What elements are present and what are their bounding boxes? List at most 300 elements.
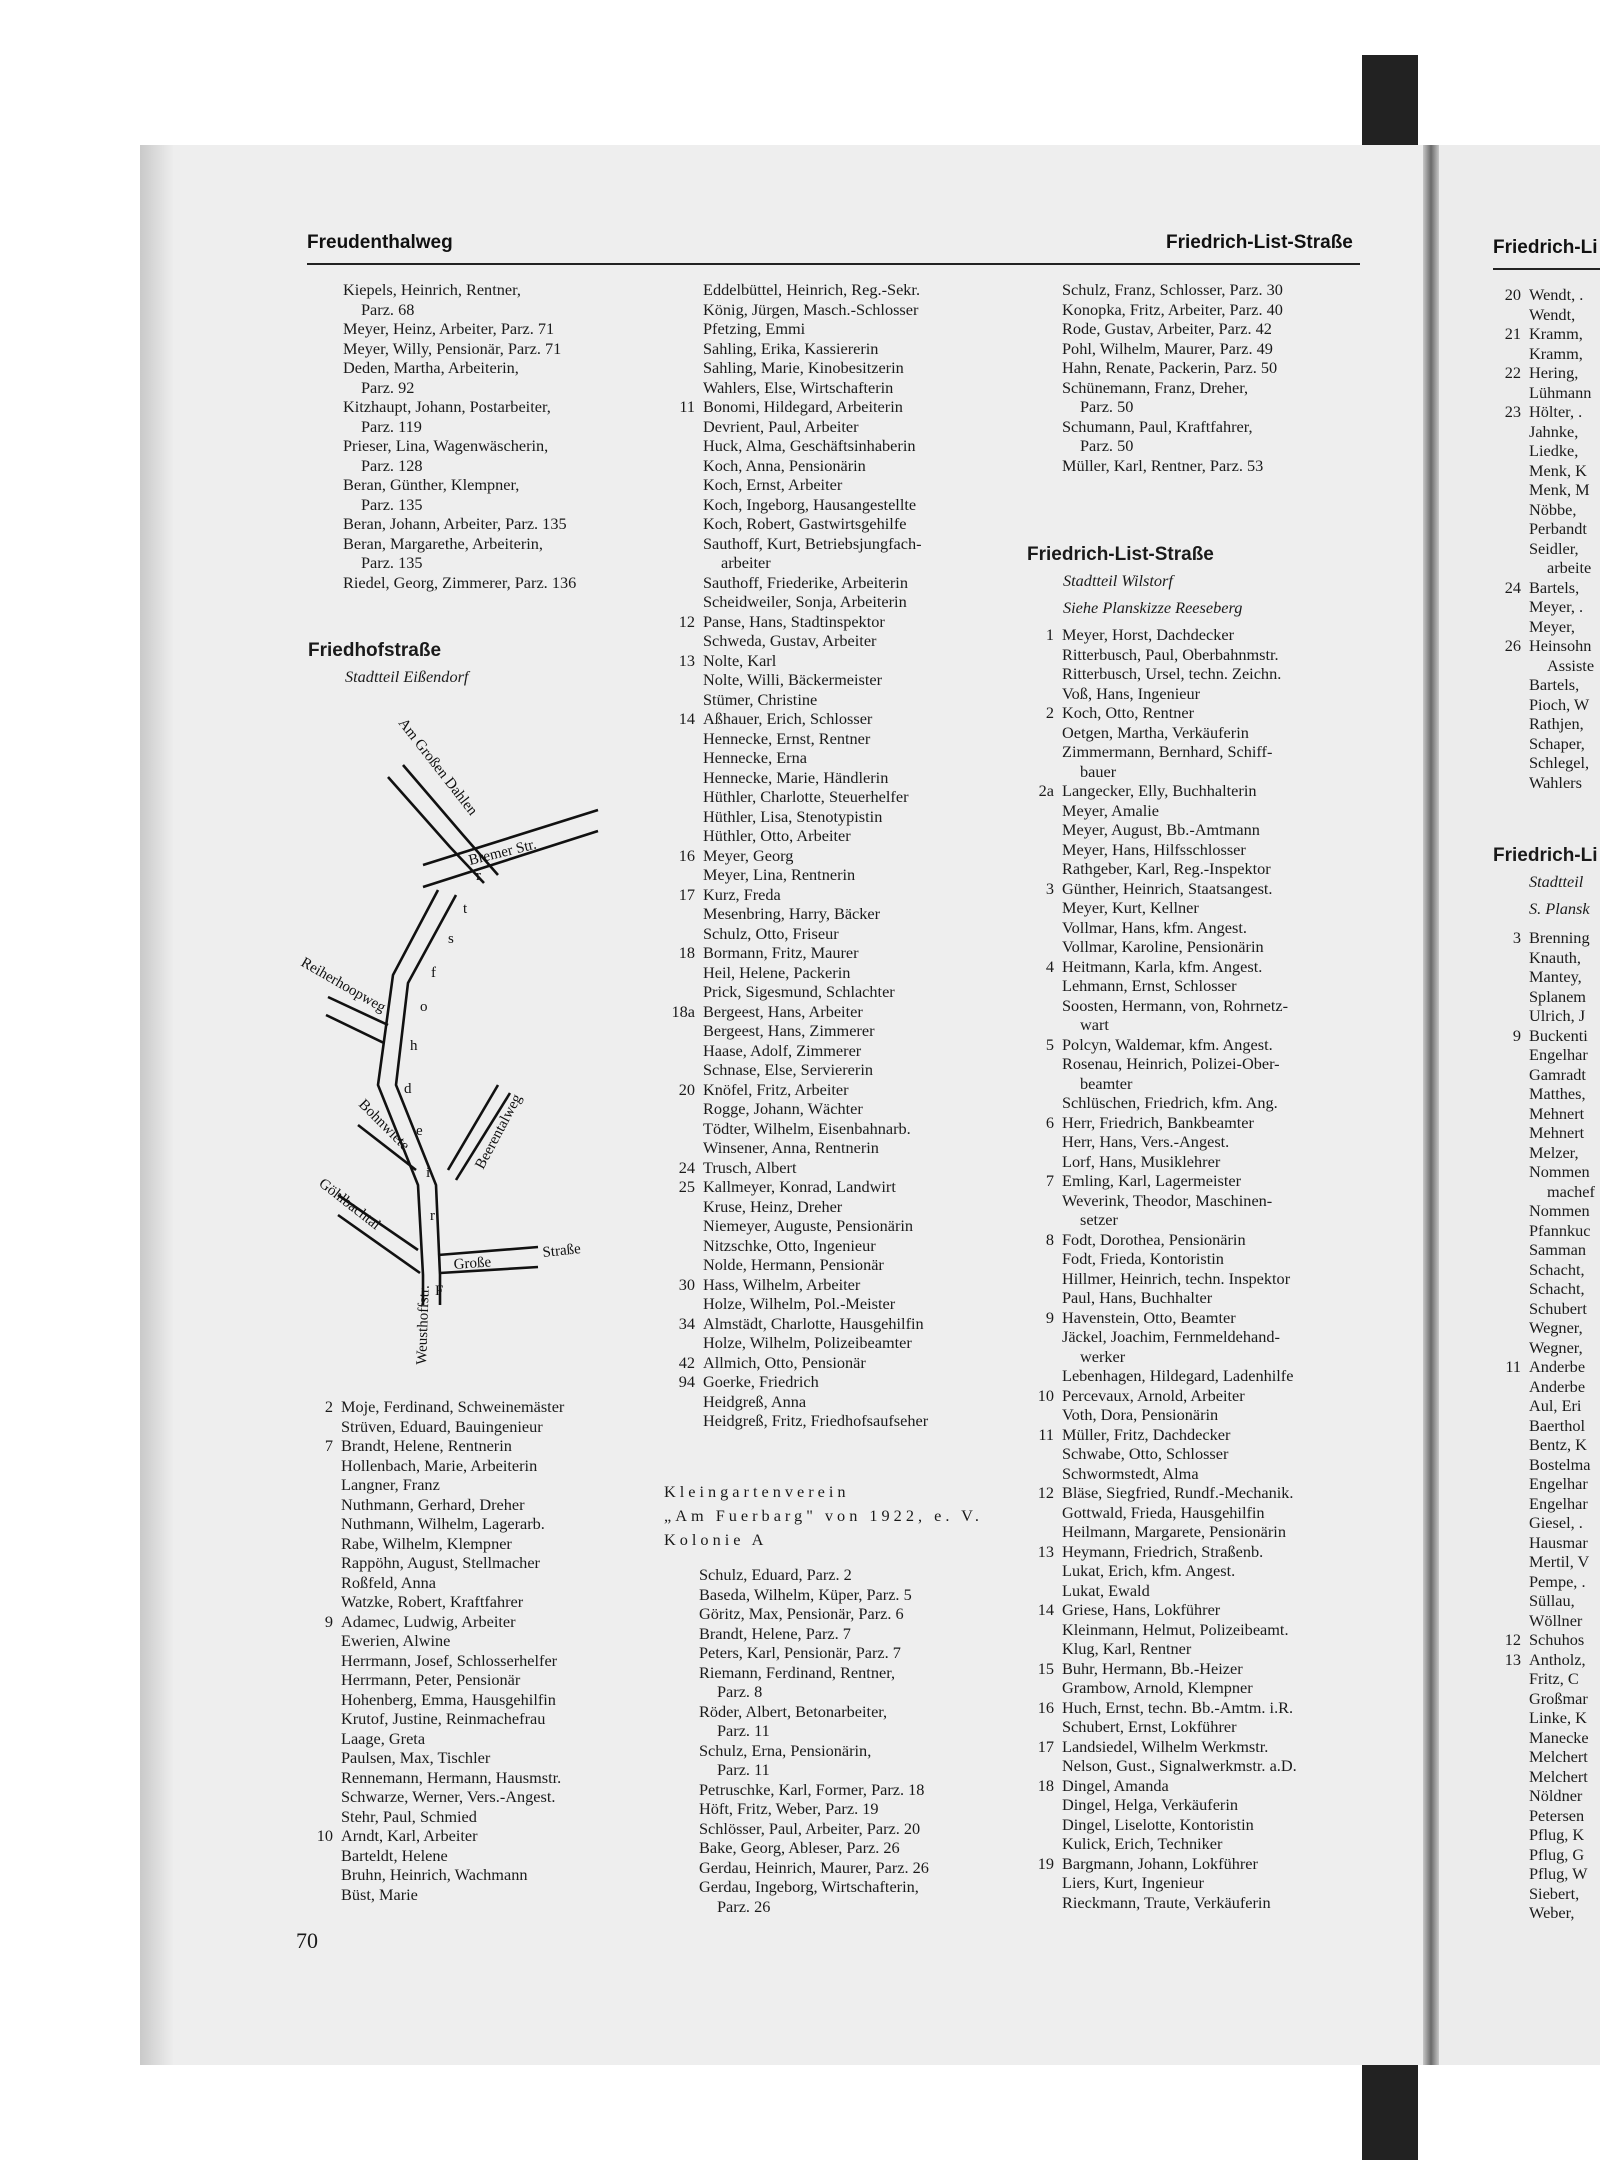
directory-entry <box>703 339 928 359</box>
entry-text: arbeite <box>1547 558 1592 577</box>
directory-entry <box>1529 1533 1595 1553</box>
map-label-am-grossen-dahlen: Am Großen Dahlen <box>394 715 481 819</box>
directory-entry <box>1529 1299 1595 1319</box>
directory-entry <box>1529 1162 1595 1182</box>
directory-entry <box>703 514 928 534</box>
directory-entry <box>703 1392 928 1412</box>
entry-text: Fritz, C <box>1529 1669 1579 1688</box>
column-4-top <box>1504 285 1595 792</box>
house-number: 2 <box>324 1397 333 1416</box>
directory-entry <box>1062 937 1297 957</box>
directory-entry <box>1062 1405 1297 1425</box>
house-number: 20 <box>1504 285 1521 304</box>
entry-text: Bergeest, Hans, Zimmerer <box>703 1021 875 1040</box>
directory-entry <box>679 397 928 417</box>
directory-entry <box>1062 1191 1297 1211</box>
entry-text: Schulz, Otto, Friseur <box>703 923 839 943</box>
map-label-strasse: Straße <box>541 1241 582 1261</box>
entry-text: Lukat, Ewald <box>1062 1580 1150 1600</box>
directory-entry <box>1062 1522 1297 1542</box>
directory-entry <box>1529 1435 1595 1455</box>
directory-entry <box>699 1760 929 1780</box>
directory-entry <box>703 631 928 651</box>
directory-entry <box>1529 1396 1595 1416</box>
entry-text: Hüthler, Charlotte, Steuerhelfer <box>703 787 909 806</box>
directory-entry <box>1529 1611 1595 1631</box>
house-number: 30 <box>678 1274 695 1294</box>
entry-text: Samman <box>1529 1240 1586 1259</box>
directory-entry <box>1504 324 1594 344</box>
entry-text: Buckenti <box>1529 1025 1588 1045</box>
entry-text: Haase, Adolf, Zimmerer <box>703 1040 862 1060</box>
entry-text: Liers, Kurt, Ingenieur <box>1062 1873 1204 1892</box>
entry-text: Hüthler, Otto, Arbeiter <box>703 826 851 845</box>
entry-text: machef <box>1547 1181 1595 1201</box>
entry-text: Meyer, Lina, Rentnerin <box>703 865 856 884</box>
directory-entry <box>703 1411 928 1431</box>
entry-text: Riemann, Ferdinand, Rentner, <box>699 1662 896 1682</box>
entry-text: Vollmar, Hans, kfm. Angest. <box>1062 917 1247 937</box>
directory-entry <box>1062 1327 1297 1347</box>
entry-text: Pflug, K <box>1529 1825 1585 1844</box>
directory-entry <box>1504 402 1594 422</box>
house-number: 21 <box>1504 324 1521 343</box>
entry-text: Schulz, Erna, Pensionärin, <box>699 1740 872 1760</box>
directory-entry <box>703 1197 928 1217</box>
house-number: 26 <box>1504 636 1521 655</box>
header-rule-next-page <box>1493 268 1600 270</box>
house-number: 24 <box>1504 577 1521 597</box>
entry-text: Melzer, <box>1529 1142 1579 1162</box>
entry-text: Soosten, Hermann, von, Rohrnetz- <box>1062 995 1289 1015</box>
entry-text: Heil, Helene, Packerin <box>703 962 851 982</box>
entry-text: Bergeest, Hans, Arbeiter <box>703 1001 863 1021</box>
map-letter: f <box>431 965 436 981</box>
directory-entry <box>343 378 576 398</box>
house-number: 8 <box>1045 1229 1054 1249</box>
directory-entry <box>343 553 576 573</box>
map-letter: t <box>463 901 468 917</box>
entry-text: Engelhar <box>1529 1493 1588 1513</box>
entry-text: Trusch, Albert <box>703 1157 797 1177</box>
entry-text: Brenning <box>1529 928 1590 947</box>
entry-text: Rosenau, Heinrich, Polizei-Ober- <box>1062 1054 1280 1073</box>
directory-entry <box>678 1157 928 1178</box>
entry-text: Paul, Hans, Buchhalter <box>1062 1288 1213 1307</box>
directory-entry <box>1529 1377 1595 1397</box>
house-number: 18 <box>1037 1775 1054 1795</box>
entry-text: Sauthoff, Friederike, Arbeiterin <box>703 572 908 592</box>
directory-entry <box>1062 1054 1297 1074</box>
entry-text: Parz. 11 <box>717 1721 770 1740</box>
entry-text: Hahn, Renate, Packerin, Parz. 50 <box>1062 358 1278 377</box>
entry-text: Baseda, Wilhelm, Küper, Parz. 5 <box>699 1584 912 1604</box>
house-number: 14 <box>678 709 695 728</box>
entry-text: Siebert, <box>1529 1883 1580 1903</box>
directory-entry <box>699 1624 929 1644</box>
entry-text: Ulrich, J <box>1529 1006 1586 1025</box>
entry-text: Gamradt <box>1529 1064 1586 1084</box>
directory-entry <box>703 904 928 924</box>
entry-text: Kruse, Heinz, Dreher <box>703 1196 843 1216</box>
directory-entry <box>699 1702 929 1722</box>
column-2-kleingarten <box>699 1565 929 1916</box>
entry-text: Meyer, Willy, Pensionär, Parz. 71 <box>343 338 562 358</box>
entry-text: Koch, Ingeborg, Hausangestellte <box>703 494 917 514</box>
directory-entry <box>1529 967 1595 987</box>
directory-entry <box>699 1585 929 1605</box>
map-letter: d <box>404 1081 412 1097</box>
entry-text: Perbandt <box>1529 519 1587 538</box>
house-number: 7 <box>1045 1171 1054 1190</box>
directory-entry <box>1037 1541 1297 1562</box>
entry-text: Nöldner <box>1529 1786 1583 1805</box>
directory-entry <box>1062 742 1297 762</box>
directory-entry <box>1529 1747 1595 1767</box>
directory-entry <box>1037 1385 1297 1406</box>
directory-entry <box>703 1255 928 1275</box>
entry-text: Langecker, Elly, Buchhalterin <box>1062 781 1257 800</box>
entry-text: Lühmann <box>1529 382 1592 402</box>
entry-text: Manecke <box>1529 1727 1589 1747</box>
entry-text: Meyer, . <box>1529 597 1584 616</box>
directory-entry <box>1529 617 1594 637</box>
entry-text: Wendt, . <box>1529 285 1584 304</box>
entry-text: Schacht, <box>1529 1259 1585 1279</box>
entry-text: Fodt, Frieda, Kontoristin <box>1062 1249 1224 1268</box>
section-subtitle-wilstorf: Stadtteil Wilstorf <box>1063 571 1173 590</box>
directory-entry <box>1504 363 1594 383</box>
directory-entry <box>1529 656 1594 676</box>
directory-entry <box>703 1099 928 1119</box>
directory-entry <box>1062 1620 1297 1640</box>
directory-entry <box>1529 558 1594 578</box>
entry-text: arbeiter <box>721 553 771 572</box>
entry-text: Stümer, Christine <box>703 689 818 709</box>
entry-text: Schumann, Paul, Kraftfahrer, <box>1062 416 1253 436</box>
directory-entry <box>343 495 576 515</box>
entry-text: Beran, Margarethe, Arbeiterin, <box>343 533 543 553</box>
directory-entry <box>699 1838 929 1858</box>
entry-text: Wahlers <box>1529 772 1582 792</box>
directory-entry <box>1062 1893 1297 1913</box>
entry-text: Mehnert <box>1529 1103 1585 1123</box>
directory-entry <box>1529 519 1594 539</box>
entry-text: Splanem <box>1529 986 1586 1006</box>
house-number: 17 <box>1037 1736 1054 1756</box>
binding-tab-bottom <box>1362 2050 1418 2160</box>
directory-entry <box>1045 625 1297 645</box>
kgv-name <box>664 1504 983 1528</box>
directory-entry <box>699 1877 929 1897</box>
directory-entry <box>703 1216 928 1236</box>
directory-entry <box>1045 1034 1297 1055</box>
entry-text: Aßhauer, Erich, Schlosser <box>703 709 873 728</box>
directory-entry <box>678 1352 928 1373</box>
directory-entry <box>699 1819 929 1839</box>
entry-text: Herrmann, Peter, Pensionär <box>341 1670 521 1689</box>
directory-entry <box>343 573 576 593</box>
entry-text: Herrmann, Josef, Schlosserhelfer <box>341 1650 558 1670</box>
directory-entry <box>703 1236 928 1256</box>
entry-text: Pohl, Wilhelm, Maurer, Parz. 49 <box>1062 338 1273 358</box>
entry-text: Göritz, Max, Pensionär, Parz. 6 <box>699 1604 904 1623</box>
entry-text: Stehr, Paul, Schmied <box>341 1806 477 1826</box>
directory-entry <box>341 1573 564 1593</box>
directory-entry <box>1529 1338 1595 1358</box>
entry-text: Winsener, Anna, Rentnerin <box>703 1138 879 1157</box>
entry-text: Ritterbusch, Ursel, techn. Zeichn. <box>1062 664 1282 683</box>
directory-entry <box>341 1787 564 1807</box>
directory-entry <box>678 1177 928 1197</box>
directory-entry <box>1062 1795 1297 1815</box>
entry-text: Günther, Heinrich, Staatsangest. <box>1062 878 1273 898</box>
entry-text: Fodt, Dorothea, Pensionärin <box>1062 1229 1246 1249</box>
entry-text: Meyer, <box>1529 616 1575 636</box>
directory-entry <box>1529 1591 1595 1611</box>
house-number: 19 <box>1037 1853 1054 1873</box>
entry-text: Voß, Hans, Ingenieur <box>1062 683 1201 703</box>
entry-text: Moje, Ferdinand, Schweinemäster <box>341 1397 565 1416</box>
entry-text: Rogge, Johann, Wächter <box>703 1099 863 1118</box>
house-number: 17 <box>678 884 695 904</box>
entry-text: Weverink, Theodor, Maschinen- <box>1062 1190 1273 1210</box>
entry-text: Nommen <box>1529 1162 1590 1181</box>
directory-entry <box>1062 840 1297 860</box>
entry-text: Strüven, Eduard, Bauingenieur <box>341 1416 543 1436</box>
house-number: 13 <box>1504 1649 1521 1669</box>
house-number: 4 <box>1045 956 1054 976</box>
entry-text: Schnase, Else, Serviererin <box>703 1060 873 1079</box>
entry-text: Pempe, . <box>1529 1571 1586 1591</box>
directory-entry <box>1062 664 1297 684</box>
directory-entry <box>1529 1513 1595 1533</box>
directory-entry <box>343 436 576 456</box>
directory-entry <box>703 1119 928 1139</box>
directory-entry <box>1062 1561 1297 1581</box>
entry-text: bauer <box>1080 761 1117 781</box>
directory-entry <box>1529 1572 1595 1592</box>
directory-entry <box>1062 976 1297 996</box>
entry-text: Lukat, Erich, kfm. Angest. <box>1062 1561 1236 1580</box>
directory-entry <box>1529 1903 1595 1923</box>
directory-entry <box>1529 714 1594 734</box>
entry-text: Rieckmann, Traute, Verkäuferin <box>1062 1892 1271 1912</box>
directory-entry <box>703 456 928 476</box>
entry-text: Barteldt, Helene <box>341 1845 448 1865</box>
house-number: 1 <box>1045 625 1054 644</box>
entry-text: Panse, Hans, Stadtinspektor <box>703 611 885 631</box>
entry-text: Rabe, Wilhelm, Klempner <box>341 1533 512 1553</box>
directory-entry <box>678 884 928 905</box>
directory-entry <box>678 943 928 963</box>
directory-entry <box>341 1807 564 1827</box>
entry-text: Watzke, Robert, Kraftfahrer <box>341 1592 524 1611</box>
entry-text: Höft, Fritz, Weber, Parz. 19 <box>699 1799 879 1818</box>
entry-text: Almstädt, Charlotte, Hausgehilfin <box>703 1313 924 1333</box>
entry-text: Herr, Hans, Vers.-Angest. <box>1062 1132 1230 1151</box>
directory-entry <box>1529 1786 1595 1806</box>
directory-entry <box>341 1729 564 1749</box>
entry-text: Wendt, <box>1529 304 1576 324</box>
directory-entry <box>1529 1065 1595 1085</box>
entry-text: Havenstein, Otto, Beamter <box>1062 1307 1236 1327</box>
entry-text: Ewerien, Alwine <box>341 1631 451 1650</box>
entry-text: Pfannkuc <box>1529 1220 1591 1240</box>
entry-text: Bargmann, Johann, Lokführer <box>1062 1853 1258 1873</box>
column-1-bottom <box>316 1397 565 1904</box>
entry-text: Gottwald, Frieda, Hausgehilfin <box>1062 1502 1265 1522</box>
directory-entry <box>703 690 928 710</box>
directory-entry <box>1062 339 1283 359</box>
entry-text: Giesel, . <box>1529 1513 1583 1532</box>
entry-text: Holze, Wilhelm, Polizeibeamter <box>703 1333 912 1352</box>
kgv-title: Kleingartenverein <box>664 1482 850 1501</box>
directory-entry <box>1529 1104 1595 1124</box>
entry-text: Percevaux, Arnold, Arbeiter <box>1062 1385 1245 1405</box>
entry-text: Anderbe <box>1529 1376 1586 1396</box>
directory-entry <box>1037 1483 1297 1503</box>
entry-text: beamter <box>1080 1073 1133 1093</box>
directory-entry <box>1062 1581 1297 1601</box>
house-number: 15 <box>1037 1658 1054 1678</box>
entry-text: Dingel, Liselotte, Kontoristin <box>1062 1814 1254 1834</box>
entry-text: Meyer, Heinz, Arbeiter, Parz. 71 <box>343 319 555 338</box>
entry-text: Petersen <box>1529 1805 1585 1825</box>
house-number: 11 <box>1038 1424 1054 1444</box>
directory-entry <box>341 1670 564 1690</box>
directory-entry <box>699 1682 929 1702</box>
directory-entry <box>678 1372 928 1392</box>
directory-entry <box>1529 1221 1595 1241</box>
running-header-right: Friedrich-List-Straße <box>1166 232 1353 253</box>
directory-entry <box>324 1611 564 1632</box>
directory-entry <box>703 300 928 320</box>
entry-text: Nommen <box>1529 1201 1590 1220</box>
entry-text: Prieser, Lina, Wagenwäscherin, <box>343 436 549 455</box>
entry-text: Parz. 50 <box>1080 436 1134 455</box>
entry-text: Aul, Eri <box>1529 1396 1582 1415</box>
entry-text: Oetgen, Martha, Verkäuferin <box>1062 722 1249 742</box>
entry-text: Kiepels, Heinrich, Rentner, <box>343 280 521 299</box>
directory-entry <box>1037 1658 1297 1679</box>
entry-text: Kurz, Freda <box>703 884 781 904</box>
entry-text: Sahling, Erika, Kassiererin <box>703 338 879 358</box>
map-label-reiherhoopweg: Reiherhoopweg <box>298 954 389 1016</box>
column-1-top <box>343 280 576 592</box>
directory-entry <box>703 670 928 690</box>
entry-text: Arndt, Karl, Arbeiter <box>341 1826 478 1845</box>
directory-entry <box>1062 996 1297 1016</box>
directory-entry <box>1062 280 1283 300</box>
entry-text: Schwormstedt, Alma <box>1062 1463 1199 1483</box>
directory-entry <box>678 1079 928 1100</box>
entry-text: Bartels, <box>1529 675 1580 694</box>
directory-entry <box>671 1001 928 1022</box>
map-letter: i <box>426 1165 431 1181</box>
entry-text: Voth, Dora, Pensionärin <box>1062 1405 1219 1424</box>
entry-text: Matthes, <box>1529 1084 1586 1103</box>
entry-text: Heitmann, Karla, kfm. Angest. <box>1062 956 1263 976</box>
entry-text: Laage, Greta <box>341 1728 426 1748</box>
entry-text: Meyer, August, Bb.-Amtmann <box>1062 820 1260 839</box>
directory-entry <box>703 358 928 378</box>
house-number: 10 <box>1037 1385 1054 1405</box>
house-number: 16 <box>1037 1697 1054 1717</box>
directory-entry <box>343 397 576 417</box>
directory-entry <box>678 845 928 866</box>
map-label-weusthoffstrasse: Weusthoffstr. <box>414 1284 433 1366</box>
entry-text: Baerthol <box>1529 1415 1586 1435</box>
section-subtitle-eissendorf: Stadtteil Eißendorf <box>345 667 469 686</box>
road-friedhofstrasse-right <box>396 895 456 1305</box>
directory-entry <box>703 1138 928 1158</box>
entry-text: Schuhos <box>1529 1630 1585 1649</box>
directory-entry <box>699 1780 929 1800</box>
directory-entry <box>1529 734 1594 754</box>
directory-entry <box>703 592 928 612</box>
house-number: 9 <box>1512 1025 1521 1045</box>
entry-text: Wahlers, Else, Wirtschafterin <box>703 377 894 397</box>
entry-text: Pioch, W <box>1529 694 1590 714</box>
street-sketch-map <box>298 715 638 1375</box>
entry-text: Schlösser, Paul, Arbeiter, Parz. 20 <box>699 1818 921 1838</box>
entry-text: Meyer, Kurt, Kellner <box>1062 898 1199 917</box>
directory-entry <box>341 1495 564 1515</box>
entry-text: Pflug, G <box>1529 1844 1585 1864</box>
directory-entry <box>703 865 928 885</box>
directory-entry <box>341 1748 564 1768</box>
entry-text: Assiste <box>1547 655 1595 675</box>
entry-text: Dingel, Amanda <box>1062 1775 1169 1795</box>
entry-text: Adamec, Ludwig, Arbeiter <box>341 1611 516 1631</box>
entry-text: Niemeyer, Auguste, Pensionärin <box>703 1216 914 1235</box>
directory-entry <box>1529 1123 1595 1143</box>
entry-text: Bartels, <box>1529 577 1580 597</box>
directory-entry <box>1504 636 1594 656</box>
directory-entry <box>1045 956 1297 977</box>
entry-text: Großmar <box>1529 1688 1588 1708</box>
entry-text: Koch, Anna, Pensionärin <box>703 455 866 475</box>
directory-entry <box>703 319 928 339</box>
directory-entry <box>703 729 928 749</box>
directory-entry <box>699 1799 929 1819</box>
directory-entry <box>1062 417 1283 437</box>
entry-text: Koch, Otto, Rentner <box>1062 703 1195 722</box>
entry-text: Parz. 135 <box>361 494 423 514</box>
entry-text: Kleinmann, Helmut, Polizeibeamt. <box>1062 1619 1289 1639</box>
entry-text: Wöllner <box>1529 1610 1583 1630</box>
entry-text: Klug, Karl, Rentner <box>1062 1639 1192 1658</box>
entry-text: Müller, Karl, Rentner, Parz. 53 <box>1062 455 1264 475</box>
entry-text: Petruschke, Karl, Former, Parz. 18 <box>699 1779 925 1799</box>
directory-entry <box>1062 1269 1297 1289</box>
directory-entry <box>1062 1464 1297 1484</box>
entry-text: Parz. 128 <box>361 455 423 475</box>
entry-text: Nolte, Karl <box>703 650 777 670</box>
entry-text: Mertil, V <box>1529 1552 1590 1571</box>
entry-text: Vollmar, Karoline, Pensionärin <box>1062 937 1264 956</box>
entry-text: Mehnert <box>1529 1123 1585 1142</box>
map-letter: e <box>416 1123 423 1139</box>
directory-entry <box>343 456 576 476</box>
directory-entry <box>1037 1736 1297 1757</box>
entry-text: Bentz, K <box>1529 1435 1587 1454</box>
directory-entry <box>699 1643 929 1663</box>
entry-text: werker <box>1080 1346 1126 1366</box>
directory-entry <box>1529 1708 1595 1728</box>
directory-entry <box>703 768 928 788</box>
